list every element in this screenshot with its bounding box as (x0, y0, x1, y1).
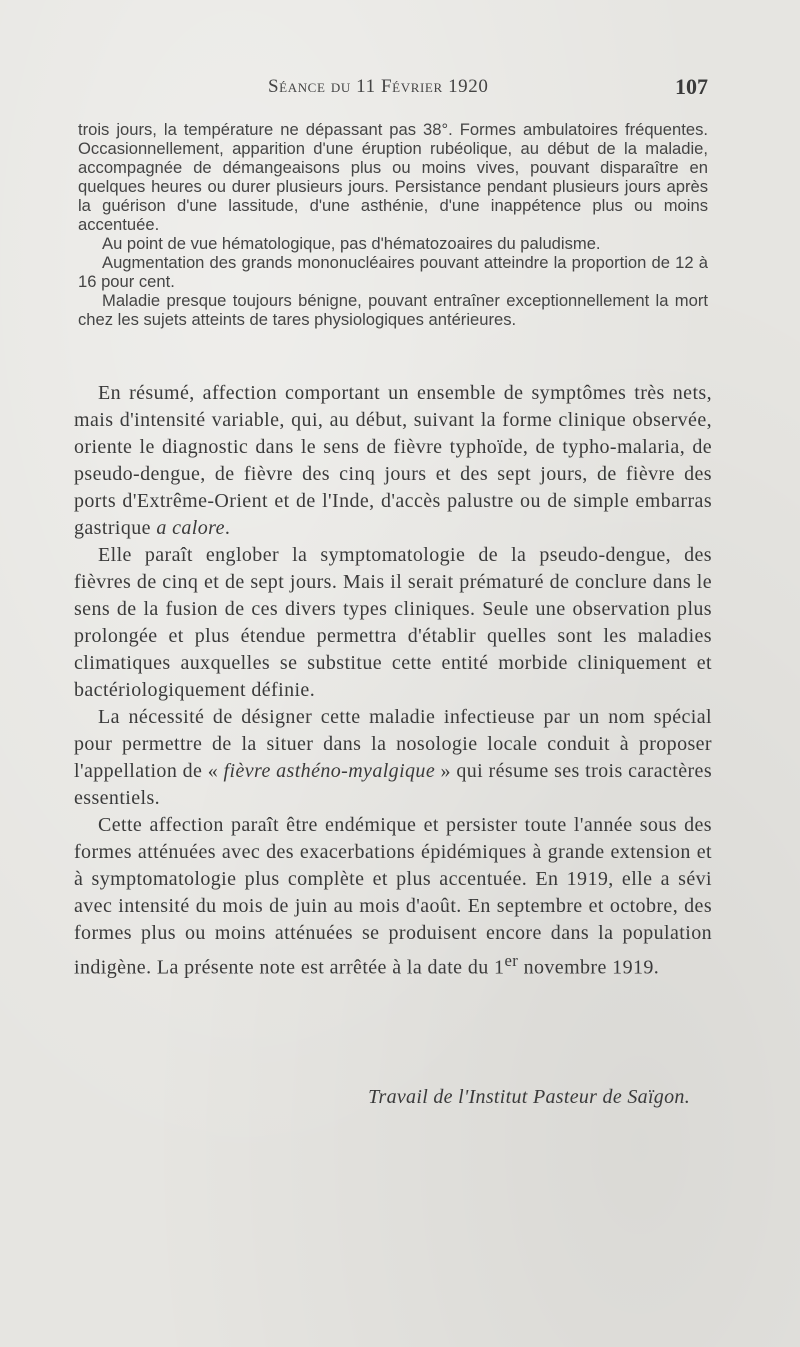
body-paragraph: Elle paraît englober la symptomatologie de la pseudo-dengue, des fièvres de cinq et de sept jours. Mais il serait prématuré de conclure dans le sens de la fusion de ces divers types cliniques. Seule une observation plus prolongée et plus étendue permettra d'établir quelles sont les maladies climatiques auxquelles se substitue cette entité morbide cliniquement et bactériologiquement définie. (74, 544, 712, 701)
summary-paragraph: Au point de vue hématologique, pas d'hématozoaires du paludisme. (102, 234, 601, 253)
signature: Travail de l'Institut Pasteur de Saïgon. (368, 1086, 690, 1108)
body-paragraph (74, 812, 712, 982)
body-text-span: » qui résume ses trois caractères essentiels. (74, 760, 713, 809)
summary-block (78, 120, 708, 329)
summary-paragraph: trois jours, la température ne dépassant pas 38°. Formes ambulatoires fréquentes. Occasionnellement, apparition d'une éruption rubéolique, au début de la maladie, accompagnée de démangeaisons plus ou moins vives, pouvant disparaître en quelques heures ou durer plusieurs jours. Persistance pendant plusieurs jours après la guérison d'une lassitude, d'une asthénie, d'une inappétence plus ou moins accentuée. (78, 120, 708, 234)
summary-paragraph: Maladie presque toujours bénigne, pouvant entraîner exceptionnellement la mort chez les sujets atteints de tares physiologiques antérieures. (78, 291, 708, 329)
body-text-span: . (224, 517, 231, 539)
body-text-span: La nécessité de désigner cette maladie infectieuse par un nom spécial pour permettre de la situer dans la nosologie locale conduit à proposer l'appellation de « (74, 706, 712, 782)
italic-term: a calore (156, 517, 225, 539)
body-text-span: novembre 1919. (518, 956, 660, 979)
summary-paragraph: Augmentation des grands mononucléaires pouvant atteindre la proportion de 12 à 16 pour cent. (78, 253, 708, 291)
superscript: er (504, 951, 519, 970)
running-head: Séance du 11 Février 1920 (268, 76, 489, 97)
main-text (74, 380, 712, 982)
body-text-span: En résumé, affection comportant un ensemble de symptômes très nets, mais d'intensité variable, qui, au début, suivant la forme clinique observée, oriente le diagnostic dans le sens de fièvre typhoïde, de typho-malaria, de pseudo-dengue, de fièvre des cinq jours et des sept jours, de fièvre des ports d'Extrême-Orient et de l'Inde, d'accès palustre ou de simple embarras gastrique (74, 382, 712, 539)
body-paragraph (74, 380, 712, 542)
page-number: 107 (675, 74, 708, 99)
body-text-span: Cette affection paraît être endémique et persister toute l'année sous des formes atténuées avec des exacerbations épidémiques à grande extension et à symptomatologie plus complète et plus accentuée. En 1919, elle a sévi avec intensité du mois de juin au mois d'août. En septembre et octobre, des formes plus ou moins atténuées se produisent encore dans la population indigène. La présente note est arrêtée à la date du 1 (74, 814, 712, 979)
page-header (78, 74, 708, 104)
body-paragraph (74, 704, 712, 812)
italic-term: fièvre asthéno-myalgique (223, 760, 436, 782)
